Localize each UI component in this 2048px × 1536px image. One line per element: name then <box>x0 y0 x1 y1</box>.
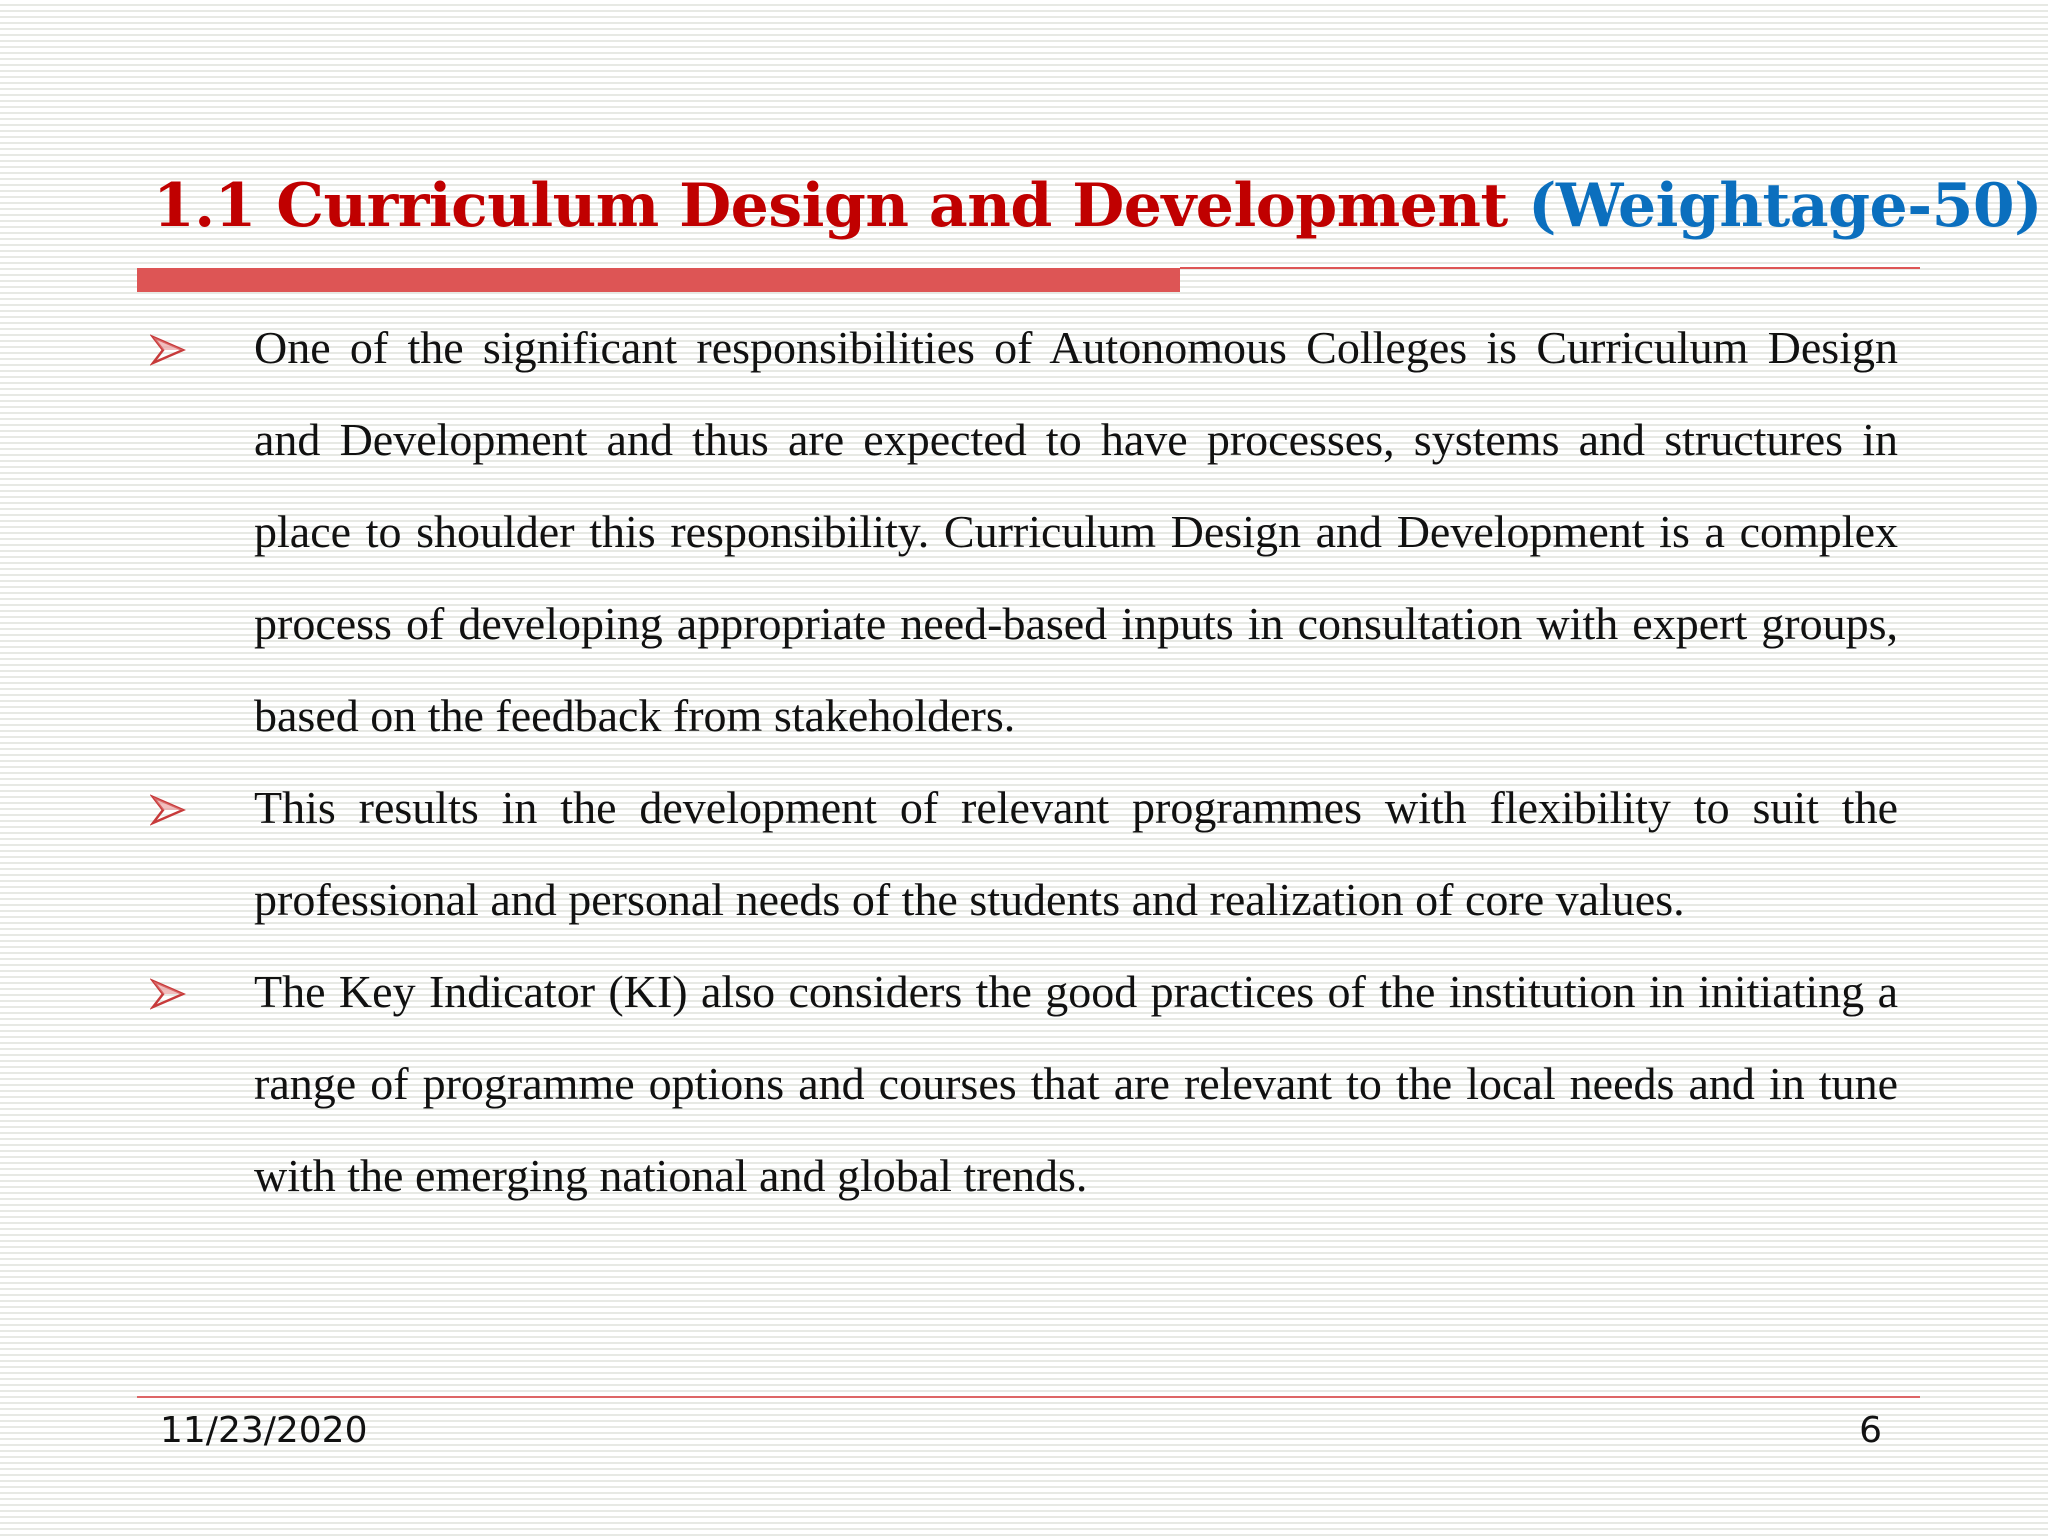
bullet-text: The Key Indicator (KI) also considers the good practices of the institution in initiating a range of programme options and courses that are relevant to the local needs and in tune with the emerging national and global trends. <box>254 966 1898 1201</box>
bullet-item <box>150 946 1898 1222</box>
title-underline-thick <box>137 268 1180 292</box>
arrow-bullet-icon <box>150 332 186 368</box>
page-number: 6 <box>1859 1410 1882 1451</box>
arrow-bullet-icon <box>150 976 186 1012</box>
slide-title <box>153 166 2043 246</box>
bullet-text: One of the significant responsibilities of Autonomous Colleges is Curriculum Design and Development and thus are expected to have processes, systems and structures in place to shoulder this responsibility. Curriculum Design and Development is a complex process of developing appropriate need-based inputs in consultation with expert groups, based on the feedback from stakeholders. <box>254 322 1898 741</box>
slide-title-weightage: (Weightage-50) <box>1528 171 2043 241</box>
footer-divider <box>137 1396 1920 1398</box>
bullet-text: This results in the development of relevant programmes with flexibility to suit the professional and personal needs of the students and realization of core values. <box>254 782 1898 925</box>
bullet-item <box>150 762 1898 946</box>
title-underline-thin <box>1180 267 1920 269</box>
slide-title-main: 1.1 Curriculum Design and Development <box>153 171 1508 241</box>
bullet-list <box>150 302 1898 1222</box>
arrow-bullet-icon <box>150 792 186 828</box>
footer-date: 11/23/2020 <box>160 1410 368 1451</box>
bullet-item <box>150 302 1898 762</box>
